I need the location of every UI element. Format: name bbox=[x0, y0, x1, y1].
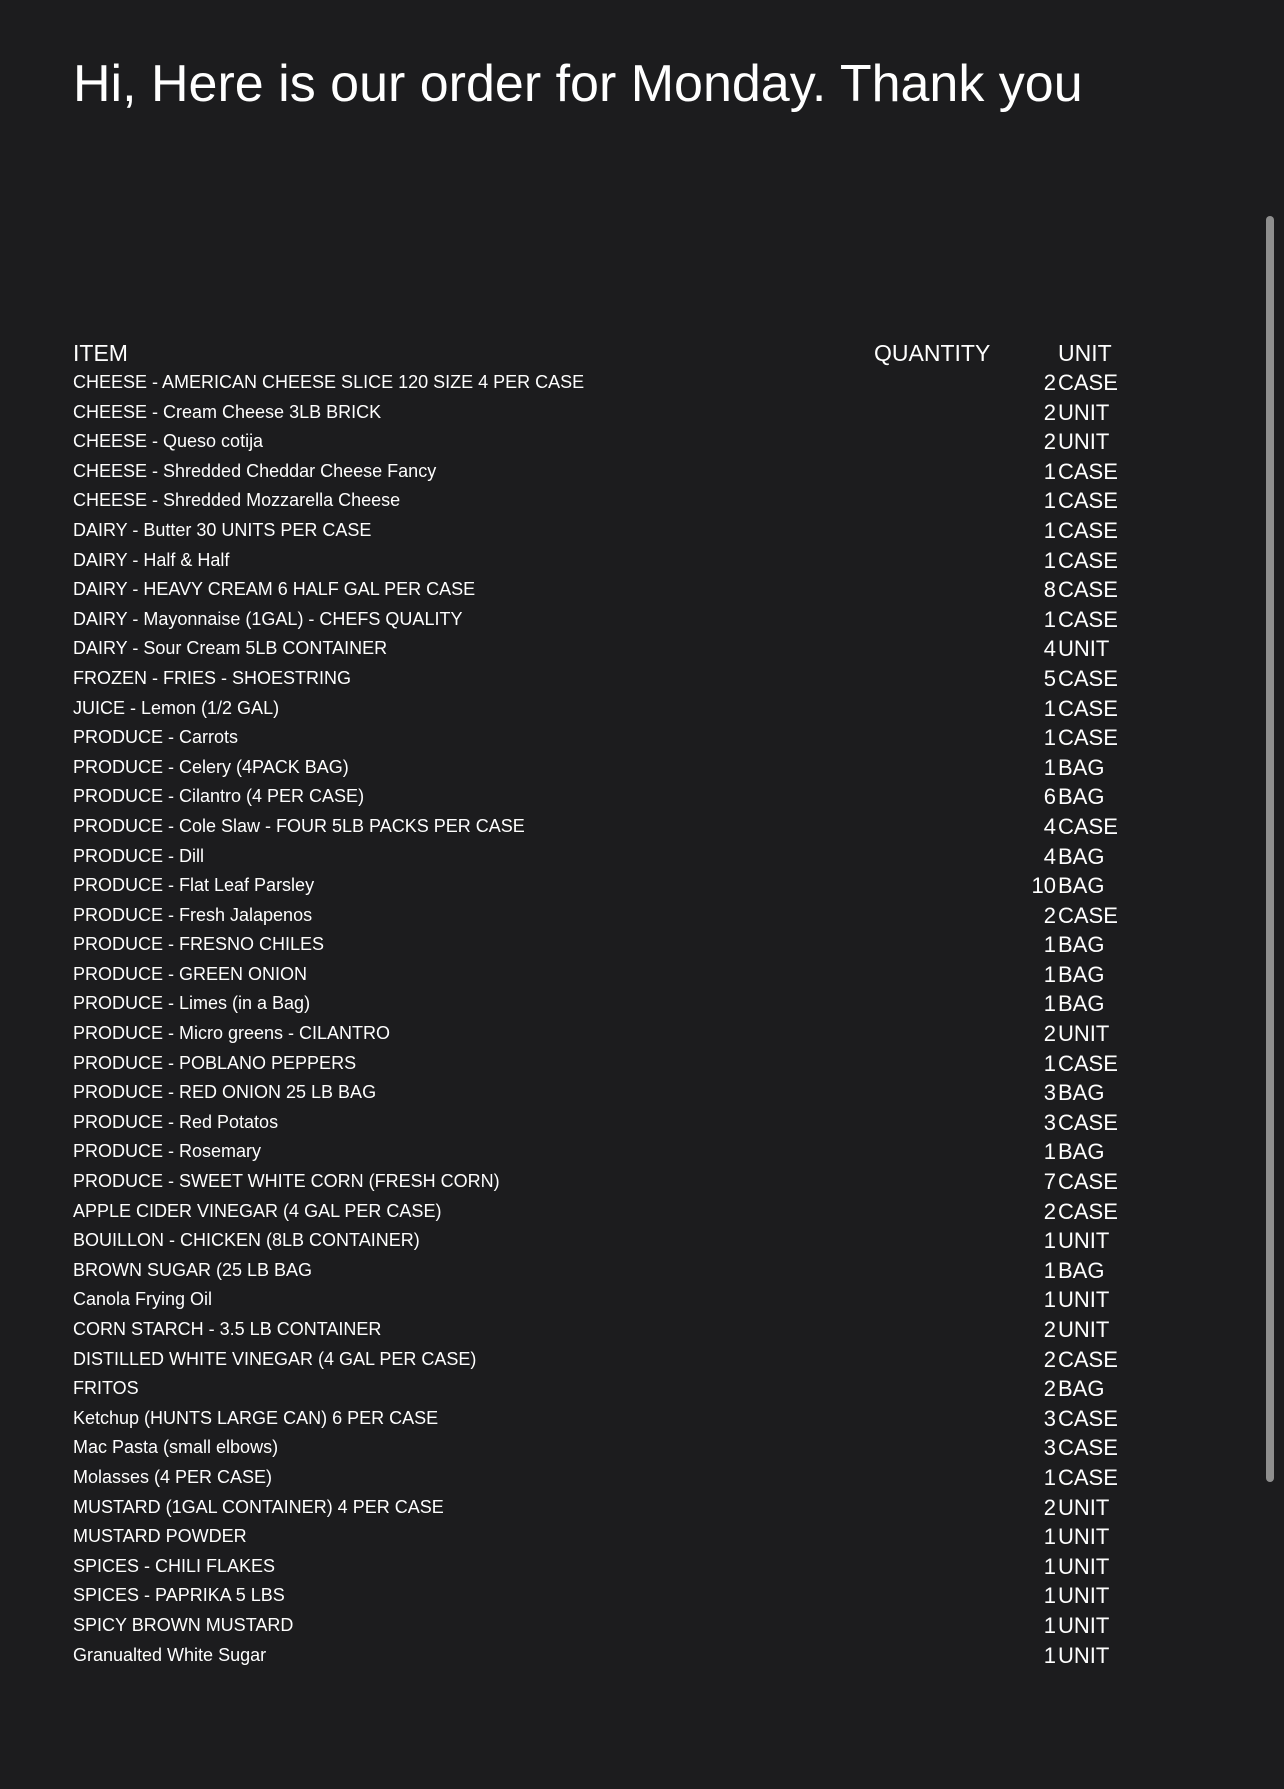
item-name: PRODUCE - GREEN ONION bbox=[73, 963, 308, 984]
table-row bbox=[73, 634, 1173, 664]
item-quantity: 1 bbox=[1043, 725, 1056, 751]
item-name: PRODUCE - Limes (in a Bag) bbox=[73, 993, 311, 1014]
item-unit: BAG bbox=[1058, 1139, 1105, 1165]
item-unit: BAG bbox=[1058, 784, 1105, 810]
item-name: DISTILLED WHITE VINEGAR (4 GAL PER CASE) bbox=[73, 1348, 477, 1369]
item-name: PRODUCE - Carrots bbox=[73, 727, 239, 748]
item-unit: BAG bbox=[1058, 754, 1105, 780]
item-quantity: 4 bbox=[1043, 843, 1056, 869]
item-unit: BAG bbox=[1058, 961, 1105, 987]
item-unit: UNIT bbox=[1058, 1612, 1110, 1638]
item-unit: CASE bbox=[1058, 813, 1118, 839]
item-name: BROWN SUGAR (25 LB BAG bbox=[73, 1259, 313, 1280]
table-row bbox=[73, 960, 1173, 990]
item-name: CHEESE - Cream Cheese 3LB BRICK bbox=[73, 401, 382, 422]
item-name: CHEESE - Shredded Mozzarella Cheese bbox=[73, 490, 401, 511]
item-unit: CASE bbox=[1058, 1464, 1118, 1490]
item-unit: BAG bbox=[1058, 932, 1105, 958]
item-unit: CASE bbox=[1058, 1169, 1118, 1195]
item-quantity: 1 bbox=[1043, 1050, 1056, 1076]
item-unit: UNIT bbox=[1058, 1021, 1110, 1047]
item-unit: CASE bbox=[1058, 1050, 1118, 1076]
item-name: CHEESE - AMERICAN CHEESE SLICE 120 SIZE 4 PER CASE bbox=[73, 372, 585, 392]
table-row bbox=[73, 1049, 1173, 1079]
item-quantity: 2 bbox=[1043, 1376, 1056, 1402]
table-row bbox=[73, 1108, 1173, 1138]
table-row bbox=[73, 1552, 1173, 1582]
table-row bbox=[73, 1197, 1173, 1227]
item-quantity: 6 bbox=[1043, 784, 1056, 810]
table-row bbox=[73, 901, 1173, 931]
item-name: APPLE CIDER VINEGAR (4 GAL PER CASE) bbox=[73, 1200, 442, 1221]
table-row bbox=[73, 694, 1173, 724]
item-quantity: 1 bbox=[1043, 1642, 1056, 1668]
table-row bbox=[73, 1374, 1173, 1404]
item-unit: CASE bbox=[1058, 547, 1118, 573]
table-row bbox=[73, 842, 1173, 872]
item-name: DAIRY - Sour Cream 5LB CONTAINER bbox=[73, 638, 388, 659]
item-quantity: 2 bbox=[1043, 370, 1056, 395]
table-row bbox=[73, 1581, 1173, 1611]
item-name: Granualted White Sugar bbox=[73, 1644, 267, 1665]
item-name: Molasses (4 PER CASE) bbox=[73, 1466, 273, 1487]
item-name: PRODUCE - SWEET WHITE CORN (FRESH CORN) bbox=[73, 1171, 500, 1192]
item-name: CORN STARCH - 3.5 LB CONTAINER bbox=[73, 1319, 382, 1339]
item-unit: CASE bbox=[1058, 458, 1118, 484]
order-table bbox=[73, 338, 1173, 1670]
item-name: MUSTARD POWDER bbox=[73, 1526, 247, 1547]
item-unit: UNIT bbox=[1058, 1583, 1110, 1609]
item-unit: BAG bbox=[1058, 873, 1105, 899]
item-quantity: 1 bbox=[1043, 1139, 1056, 1165]
item-quantity: 2 bbox=[1043, 1346, 1056, 1372]
table-row bbox=[73, 605, 1173, 635]
item-quantity: 1 bbox=[1043, 517, 1056, 543]
item-name: SPICES - CHILI FLAKES bbox=[73, 1555, 276, 1576]
table-row bbox=[73, 812, 1173, 842]
item-unit: CASE bbox=[1058, 1198, 1118, 1224]
item-unit: CASE bbox=[1058, 902, 1118, 928]
item-quantity: 1 bbox=[1043, 547, 1056, 573]
item-name: DAIRY - HEAVY CREAM 6 HALF GAL PER CASE bbox=[73, 579, 476, 600]
item-unit: UNIT bbox=[1058, 636, 1110, 662]
table-row bbox=[73, 871, 1173, 901]
item-name: CHEESE - Queso cotija bbox=[73, 431, 264, 452]
item-name: PRODUCE - Celery (4PACK BAG) bbox=[73, 756, 349, 777]
item-name: PRODUCE - Micro greens - CILANTRO bbox=[73, 1023, 391, 1044]
item-name: DAIRY - Mayonnaise (1GAL) - CHEFS QUALITY bbox=[73, 608, 463, 629]
item-unit: UNIT bbox=[1058, 399, 1110, 425]
item-name: Canola Frying Oil bbox=[73, 1289, 213, 1310]
item-name: PRODUCE - Cole Slaw - FOUR 5LB PACKS PER CASE bbox=[73, 815, 525, 836]
item-quantity: 1 bbox=[1043, 458, 1056, 484]
item-quantity: 2 bbox=[1043, 1021, 1056, 1047]
table-row bbox=[73, 1226, 1173, 1256]
item-name: PRODUCE - Rosemary bbox=[73, 1141, 262, 1162]
item-quantity: 1 bbox=[1043, 695, 1056, 721]
table-row bbox=[73, 1019, 1173, 1049]
item-quantity: 1 bbox=[1043, 1524, 1056, 1550]
item-name: PRODUCE - POBLANO PEPPERS bbox=[73, 1052, 357, 1073]
item-quantity: 1 bbox=[1043, 488, 1056, 514]
item-quantity: 3 bbox=[1043, 1109, 1056, 1135]
table-row bbox=[73, 457, 1173, 487]
item-quantity: 4 bbox=[1043, 813, 1056, 839]
item-name: DAIRY - Butter 30 UNITS PER CASE bbox=[73, 519, 372, 540]
table-row bbox=[73, 1256, 1173, 1286]
table-row bbox=[73, 1641, 1173, 1671]
table-row bbox=[73, 1137, 1173, 1167]
item-quantity: 1 bbox=[1043, 1583, 1056, 1609]
item-name: SPICY BROWN MUSTARD bbox=[73, 1614, 294, 1635]
item-quantity: 4 bbox=[1043, 636, 1056, 662]
table-row bbox=[73, 1167, 1173, 1197]
table-row bbox=[73, 1433, 1173, 1463]
table-row bbox=[73, 1404, 1173, 1434]
item-quantity: 1 bbox=[1043, 1287, 1056, 1313]
item-unit: CASE bbox=[1058, 577, 1118, 603]
item-unit: UNIT bbox=[1058, 1494, 1110, 1520]
table-row bbox=[73, 486, 1173, 516]
item-unit: UNIT bbox=[1058, 429, 1110, 455]
item-quantity: 8 bbox=[1043, 577, 1056, 603]
item-name: Ketchup (HUNTS LARGE CAN) 6 PER CASE bbox=[73, 1407, 439, 1428]
item-unit: UNIT bbox=[1058, 1317, 1110, 1342]
item-quantity: 3 bbox=[1043, 1405, 1056, 1431]
item-quantity: 2 bbox=[1043, 902, 1056, 928]
order-greeting: Hi, Here is our order for Monday. Thank you bbox=[73, 55, 1083, 113]
table-header bbox=[73, 338, 1173, 368]
item-quantity: 1 bbox=[1043, 606, 1056, 632]
item-unit: BAG bbox=[1058, 1257, 1105, 1283]
table-row bbox=[73, 930, 1173, 960]
item-unit: UNIT bbox=[1058, 1642, 1110, 1668]
item-quantity: 1 bbox=[1043, 991, 1056, 1017]
item-quantity: 2 bbox=[1043, 399, 1056, 425]
item-unit: BAG bbox=[1058, 1376, 1105, 1402]
table-row bbox=[73, 1315, 1173, 1345]
table-row bbox=[73, 1078, 1173, 1108]
item-name: BOUILLON - CHICKEN (8LB CONTAINER) bbox=[73, 1230, 420, 1251]
table-row bbox=[73, 1493, 1173, 1523]
item-name: MUSTARD (1GAL CONTAINER) 4 PER CASE bbox=[73, 1496, 444, 1517]
table-row bbox=[73, 575, 1173, 605]
table-row bbox=[73, 546, 1173, 576]
item-name: DAIRY - Half & Half bbox=[73, 549, 230, 570]
item-quantity: 2 bbox=[1043, 429, 1056, 455]
item-quantity: 2 bbox=[1043, 1198, 1056, 1224]
item-unit: CASE bbox=[1058, 488, 1118, 514]
item-quantity: 1 bbox=[1043, 1228, 1056, 1254]
item-quantity: 3 bbox=[1043, 1080, 1056, 1106]
item-unit: CASE bbox=[1058, 517, 1118, 543]
item-quantity: 3 bbox=[1043, 1435, 1056, 1461]
item-unit: BAG bbox=[1058, 991, 1105, 1017]
item-name: PRODUCE - Fresh Jalapenos bbox=[73, 904, 313, 925]
item-quantity: 5 bbox=[1043, 665, 1056, 691]
item-name: FROZEN - FRIES - SHOESTRING bbox=[73, 667, 352, 688]
column-header-item: ITEM bbox=[73, 340, 128, 366]
item-unit: CASE bbox=[1058, 370, 1118, 395]
item-unit: BAG bbox=[1058, 843, 1105, 869]
item-unit: CASE bbox=[1058, 1405, 1118, 1431]
item-name: PRODUCE - Cilantro (4 PER CASE) bbox=[73, 786, 365, 807]
item-unit: UNIT bbox=[1058, 1287, 1110, 1313]
item-name: CHEESE - Shredded Cheddar Cheese Fancy bbox=[73, 460, 437, 481]
table-row bbox=[73, 782, 1173, 812]
item-quantity: 1 bbox=[1043, 1257, 1056, 1283]
item-unit: CASE bbox=[1058, 665, 1118, 691]
table-row bbox=[73, 1285, 1173, 1315]
table-row bbox=[73, 1522, 1173, 1552]
table-row bbox=[73, 1345, 1173, 1375]
item-name: PRODUCE - FRESNO CHILES bbox=[73, 934, 325, 955]
table-row bbox=[73, 1463, 1173, 1493]
table-body bbox=[73, 368, 1173, 1670]
item-name: JUICE - Lemon (1/2 GAL) bbox=[73, 697, 280, 718]
item-name: FRITOS bbox=[73, 1378, 139, 1399]
item-quantity: 7 bbox=[1043, 1169, 1056, 1195]
item-quantity: 1 bbox=[1043, 1612, 1056, 1638]
item-quantity: 1 bbox=[1043, 1553, 1056, 1579]
item-quantity: 1 bbox=[1043, 961, 1056, 987]
table-row bbox=[73, 368, 1173, 398]
item-unit: CASE bbox=[1058, 725, 1118, 751]
item-unit: UNIT bbox=[1058, 1553, 1110, 1579]
vertical-scrollbar[interactable] bbox=[1266, 216, 1274, 1482]
item-unit: CASE bbox=[1058, 1109, 1118, 1135]
table-row bbox=[73, 664, 1173, 694]
table-row bbox=[73, 989, 1173, 1019]
item-quantity: 1 bbox=[1043, 754, 1056, 780]
table-row bbox=[73, 427, 1173, 457]
item-unit: CASE bbox=[1058, 1346, 1118, 1372]
item-name: SPICES - PAPRIKA 5 LBS bbox=[73, 1585, 285, 1606]
item-name: PRODUCE - Red Potatos bbox=[73, 1111, 279, 1132]
item-name: PRODUCE - RED ONION 25 LB BAG bbox=[73, 1082, 377, 1103]
item-unit: CASE bbox=[1058, 695, 1118, 721]
item-quantity: 1 bbox=[1043, 932, 1056, 958]
item-quantity: 2 bbox=[1043, 1317, 1056, 1342]
table-row bbox=[73, 723, 1173, 753]
item-unit: BAG bbox=[1058, 1080, 1105, 1106]
column-header-unit: UNIT bbox=[1058, 340, 1112, 366]
table-row bbox=[73, 516, 1173, 546]
item-name: PRODUCE - Dill bbox=[73, 845, 205, 866]
table-row bbox=[73, 1611, 1173, 1641]
item-quantity: 1 bbox=[1043, 1464, 1056, 1490]
item-name: PRODUCE - Flat Leaf Parsley bbox=[73, 875, 315, 896]
item-quantity: 10 bbox=[1031, 873, 1056, 899]
column-header-quantity: QUANTITY bbox=[874, 340, 991, 366]
item-quantity: 2 bbox=[1043, 1494, 1056, 1520]
table-row bbox=[73, 398, 1173, 428]
item-unit: CASE bbox=[1058, 1435, 1118, 1461]
table-row bbox=[73, 753, 1173, 783]
item-unit: CASE bbox=[1058, 606, 1118, 632]
item-unit: UNIT bbox=[1058, 1228, 1110, 1254]
item-name: Mac Pasta (small elbows) bbox=[73, 1437, 279, 1458]
item-unit: UNIT bbox=[1058, 1524, 1110, 1550]
